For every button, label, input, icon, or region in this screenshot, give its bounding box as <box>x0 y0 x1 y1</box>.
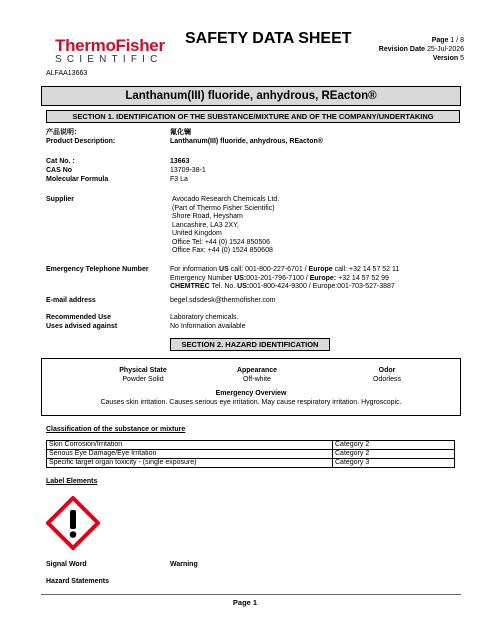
product-desc-value: Lanthanum(III) fluoride, anhydrous, REacton® <box>170 138 323 145</box>
appearance-value: Off-white <box>243 375 271 383</box>
physical-state-value: Powder Solid <box>122 375 164 383</box>
supplier-line: Office Fax: +44 (0) 1524 850608 <box>172 247 273 254</box>
cn-label: 产品说明： <box>46 129 81 136</box>
emergency-label: Emergency Telephone Number <box>46 266 149 273</box>
classification-heading: Classification of the substance or mixture <box>46 426 186 433</box>
section1-title: SECTION 1. IDENTIFICATION OF THE SUBSTANCE/MIXTURE AND OF THE COMPANY/UNDERTAKING <box>46 110 460 123</box>
uses-advised-against-value: No Information available <box>170 323 246 330</box>
odor-label: Odor <box>378 367 396 374</box>
hazard-class: Serious Eye Damage/Eye Irritation <box>47 450 333 459</box>
supplier-line: (Part of Thermo Fisher Scientific) <box>172 204 275 212</box>
table-row <box>47 450 455 459</box>
hazard-class: Specific target organ toxicity - (single exposure) <box>47 459 333 468</box>
emergency-line: For information US call: 001-800-227-6701 / Europe call: +32 14 57 52 11 <box>170 266 400 273</box>
physical-state-label: Physical State <box>119 367 167 374</box>
cn-value: 氟化镧 <box>170 129 191 136</box>
header-meta <box>379 36 464 63</box>
emergency-line: CHEMTREC Tel. No. US:001-800-424-9300 / Europe:001-703-527-3887 <box>170 283 395 290</box>
product-code: ALFAA13663 <box>46 70 88 77</box>
formula-value: F3 La <box>170 176 188 183</box>
signal-word-label: Signal Word <box>46 561 87 568</box>
label-elements-heading: Label Elements <box>46 478 98 485</box>
cas-value: 13709-38-1 <box>170 167 206 174</box>
emergency-numbers <box>170 266 399 292</box>
footer-divider <box>41 594 461 595</box>
revision-value: 25-Jul-2026 <box>427 46 464 53</box>
supplier-label: Supplier <box>46 196 75 203</box>
page-label: Page <box>431 37 449 44</box>
page-value: 1 / 8 <box>450 37 464 44</box>
table-row <box>47 441 455 450</box>
section2-title: SECTION 2. HAZARD IDENTIFICATION <box>170 338 330 351</box>
table-row <box>47 459 455 468</box>
revision-label: Revision Date <box>378 46 426 53</box>
hazard-class: Skin Corrosion/Irritation <box>47 441 333 450</box>
cas-label: CAS No <box>46 167 73 174</box>
logo-thermofisher: ThermoFisher <box>55 36 165 55</box>
footer-page-number: Page 1 <box>232 598 258 607</box>
version-value: 5 <box>460 55 464 62</box>
classification-table <box>46 440 455 468</box>
email-label: E-mail address <box>46 297 96 304</box>
emergency-overview-text: Causes skin irritation. Causes serious eye irritation. May cause respiratory irritation. Hygroscopic. <box>100 398 402 406</box>
logo-scientific: SCIENTIFIC <box>55 54 163 65</box>
appearance-label: Appearance <box>236 367 278 374</box>
hazard-category: Category 3 <box>333 459 455 468</box>
recommended-use-value: Laboratory chemicals. <box>170 314 239 321</box>
supplier-line: United Kingdom <box>172 230 222 237</box>
emergency-line: Emergency Number US:001-201-796-7100 / Europe: +32 14 57 52 99 <box>170 274 389 282</box>
supplier-line: Avocado Research Chemicals Ltd. <box>172 196 280 203</box>
hazard-statements-heading: Hazard Statements <box>46 578 110 585</box>
formula-label: Molecular Formula <box>46 176 109 183</box>
email-value[interactable]: begel.sdsdesk@thermofisher.com <box>170 297 276 304</box>
hazard-category: Category 2 <box>333 450 455 459</box>
supplier-line: Lancashire, LA3 2XY, <box>172 221 239 229</box>
hazard-overview-box <box>41 358 461 416</box>
cat-value: 13663 <box>170 158 190 165</box>
supplier-address <box>172 196 279 256</box>
exclamation-mark-pictogram-icon <box>46 496 100 550</box>
hazard-category: Category 2 <box>333 441 455 450</box>
supplier-line: Shore Road, Heysham <box>172 213 243 220</box>
emergency-overview-label: Emergency Overview <box>215 390 287 397</box>
version-label: Version <box>432 55 459 62</box>
document-title: SAFETY DATA SHEET <box>185 30 352 47</box>
odor-value: Odorless <box>372 375 401 383</box>
cat-label: Cat No. : <box>46 158 75 165</box>
uses-advised-against-label: Uses advised against <box>46 323 118 330</box>
supplier-line: Office Tel: +44 (0) 1524 850506 <box>172 238 271 246</box>
product-desc-label: Product Description: <box>46 138 116 145</box>
recommended-use-label: Recommended Use <box>46 314 111 321</box>
signal-word-value: Warning <box>170 561 198 568</box>
product-title: Lanthanum(III) fluoride, anhydrous, REacton® <box>41 86 461 106</box>
